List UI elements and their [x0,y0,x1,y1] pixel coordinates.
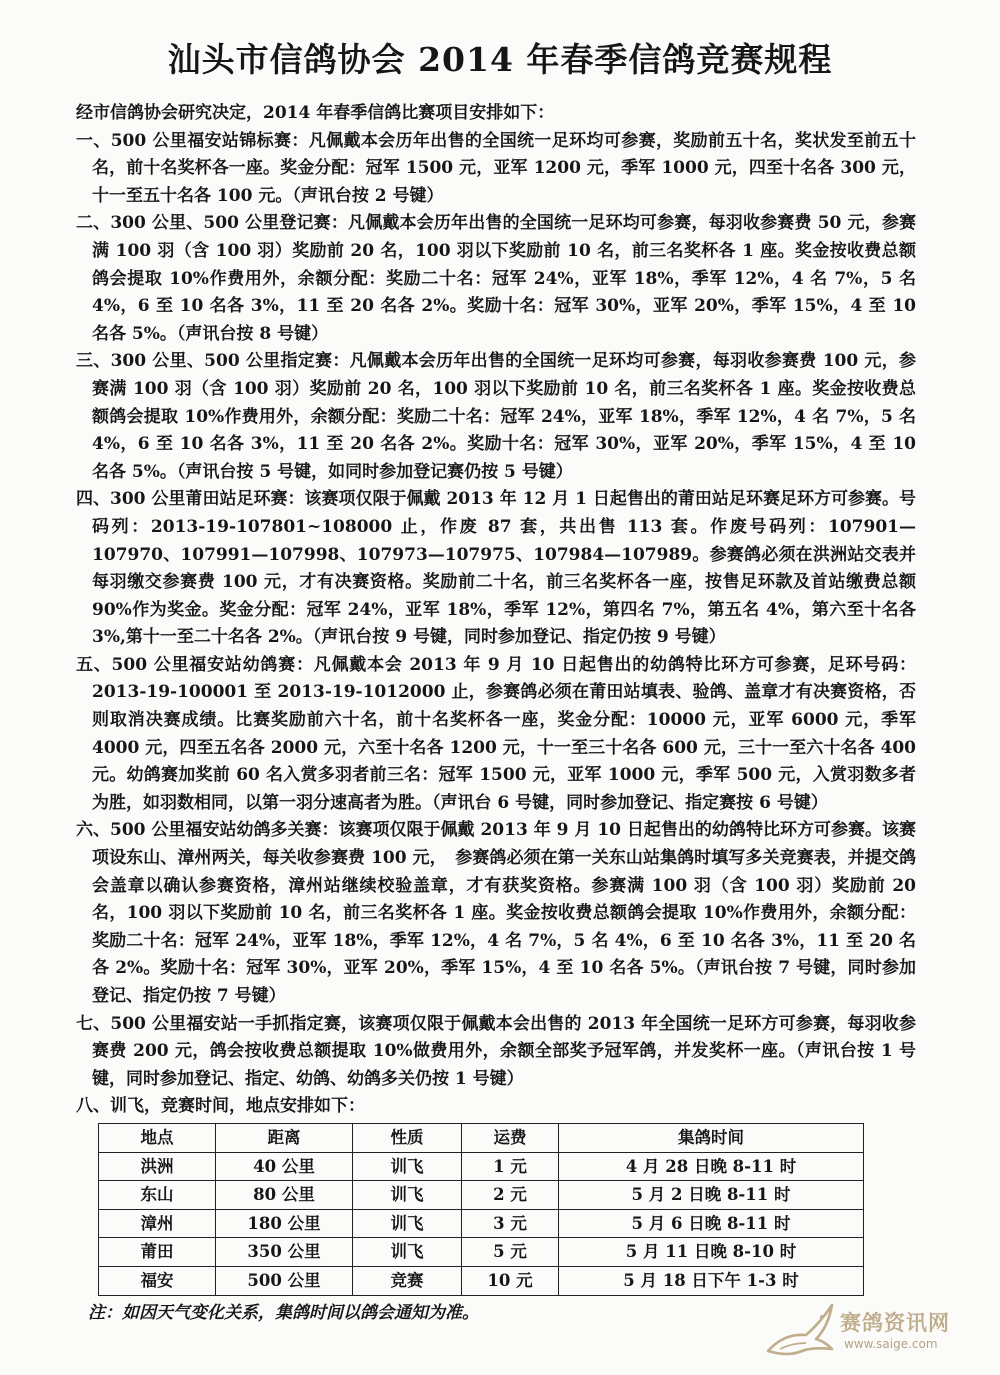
table-header-cell: 地点 [99,1123,216,1152]
table-cell: 训飞 [353,1181,462,1210]
table-cell: 80 公里 [216,1181,353,1210]
table-cell: 2 元 [462,1181,559,1210]
table-cell: 10 元 [462,1266,559,1295]
footnote: 注：如因天气变化关系，集鸽时间以鸽会通知为准。 [88,1302,479,1323]
table-cell: 洪洲 [99,1152,216,1181]
section-4: 四、300 公里莆田站足环赛：该赛项仅限于佩戴 2013 年 12 月 1 日起售出的莆田站足环赛足环方可参赛。号码列：2013-19-107801~108000 止，作废 87 套，共出售 113 套。作废号码列：107901—107970、107991—107998、107973—107975、107984—107989。参赛鸽必须在洪洲站交表并每羽缴交参赛费 100 元，才有决赛资格。奖励前二十名，前三名奖杯各一座，按售足环款及首站缴费总额 90%作为奖金。奖金分配：冠军 24%，亚军 18%，季军 12%，第四名 7%，第五名 4%，第六至十名各 3%,第十一至二十名各 2%。（声讯台按 9 号键，同时参加登记、指定仍按 9 号键） [76,489,917,648]
document-title: 汕头市信鸽协会 2014 年春季信鸽竞赛规程 [167,40,833,79]
table-cell: 福安 [99,1266,216,1295]
table-cell: 40 公里 [216,1152,353,1181]
table-header-row [99,1123,864,1152]
table-cell: 东山 [99,1181,216,1210]
table-cell: 莆田 [99,1238,216,1267]
table-header-cell: 运费 [462,1123,559,1152]
table-cell: 训飞 [353,1209,462,1238]
document-body [76,100,916,1327]
watermark-site-name: 赛鸽资讯网 [840,1311,950,1335]
section-7: 七、500 公里福安站一手抓指定赛，该赛项仅限于佩戴本会出售的 2013 年全国统一足环方可参赛，每羽收参赛费 200 元，鸽会按收费总额提取 10%做费用外，余额全部奖予冠军鸽，并发奖杯一座。（声讯台按 1 号键，同时参加登记、指定、幼鸽、幼鸽多关仍按 1 号键） [76,1013,916,1089]
table-cell: 180 公里 [216,1209,353,1238]
table-cell: 漳州 [99,1209,216,1238]
section-6: 六、500 公里福安站幼鸽多关赛：该赛项仅限于佩戴 2013 年 9 月 10 日起售出的幼鸽特比环方可参赛。该赛项设东山、漳州两关，每关收参赛费 100 元， 参赛鸽必须在第一关东山站集鸽时填写多关竞赛表，并提交鸽会盖章以确认参赛资格，漳州站继续校验盖章，才有获奖资格。参赛满 100 羽（含 100 羽）奖励前 20 名，100 羽以下奖励前 10 名，前三名奖杯各 1 座。奖金按收费总额鸽会提取 10%作费用外，余额分配：奖励二十名：冠军 24%，亚军 18%，季军 12%，4 名 7%，5 名 4%，6 至 10 名各 3%，11 至 20 名各 2%。奖励十名：冠军 30%，亚军 20%，季军 15%，4 至 10 名各 5%。（声讯台按 7 号键，同时参加登记、指定仍按 7 号键） [76,820,916,1006]
section-2: 二、300 公里、500 公里登记赛：凡佩戴本会历年出售的全国统一足环均可参赛，每羽收参赛费 50 元，参赛满 100 羽（含 100 羽）奖励前 20 名，100 羽以下奖励前 10 名，前三名奖杯各 1 座。奖金按收费总额鸽会提取 10%作费用外，余额分配：奖励二十名：冠军 24%，亚军 18%，季军 12%，4 名 7%，5 名 4%，6 至 10 名各 3%，11 至 20 名各 2%。奖励十名：冠军 30%，亚军 20%，季军 15%，4 至 10 名各 5%。（声讯台按 8 号键） [76,213,916,344]
table-row [99,1152,864,1181]
watermark-url[interactable]: www.saige.com [844,1337,938,1351]
table-row [99,1238,864,1267]
table-header-cell: 集鸽时间 [559,1123,864,1152]
table-cell: 竞赛 [353,1266,462,1295]
table-header-cell: 性质 [353,1123,462,1152]
table-cell: 5 月 2 日晚 8-11 时 [559,1181,864,1210]
section-3: 三、300 公里、500 公里指定赛：凡佩戴本会历年出售的全国统一足环均可参赛，每羽收参赛费 100 元，参赛满 100 羽（含 100 羽）奖励前 20 名，100 羽以下奖励前 10 名，前三名奖杯各 1 座。奖金按收费总额鸽会提取 10%作费用外，余额分配：奖励二十名：冠军 24%，亚军 18%，季军 12%，4 名 7%，5 名 4%，6 至 10 名各 3%，11 至 20 名各 2%。奖励十名：冠军 30%，亚军 20%，季军 15%，4 至 10 名各 5%。（声讯台按 5 号键，如同时参加登记赛仍按 5 号键） [76,351,916,482]
pigeon-logo-icon [762,1293,838,1363]
table-cell: 3 元 [462,1209,559,1238]
site-watermark[interactable] [762,1293,962,1363]
table-cell: 训飞 [353,1238,462,1267]
table-cell: 5 月 6 日晚 8-11 时 [559,1209,864,1238]
section-5: 五、500 公里福安站幼鸽赛：凡佩戴本会 2013 年 9 月 10 日起售出的幼鸽特比环方可参赛，足环号码：2013-19-100001 至 2013-19-1012000 止，参赛鸽必须在莆田站填表、验鸽、盖章才有决赛资格，否则取消决赛成绩。比赛奖励前六十名，前十名奖杯各一座，奖金分配：10000 元，亚军 6000 元，季军 4000 元，四至五名各 2000 元，六至十名各 1200 元，十一至三十名各 600 元，三十一至六十名各 400 元。幼鸽赛加奖前 60 名入赏多羽者前三名：冠军 1500 元，亚军 1000 元，季军 500 元，入赏羽数多者为胜，如羽数相同，以第一羽分速高者为胜。（声讯台 6 号键，同时参加登记、指定赛按 6 号键） [76,654,916,813]
table-cell: 350 公里 [216,1238,353,1267]
table-cell: 4 月 28 日晚 8-11 时 [559,1152,864,1181]
section-1: 一、500 公里福安站锦标赛：凡佩戴本会历年出售的全国统一足环均可参赛，奖励前五十名，奖状发至前五十名，前十名奖杯各一座。奖金分配：冠军 1500 元，亚军 1200 元，季军 1000 元，四至十名各 300 元，十一至五十名各 100 元。（声讯台按 2 号键） [76,130,916,206]
table-cell: 5 月 18 日下午 1-3 时 [559,1266,864,1295]
table-row [99,1209,864,1238]
schedule-table [98,1123,864,1296]
table-cell: 1 元 [462,1152,559,1181]
table-cell: 5 元 [462,1238,559,1267]
table-row [99,1181,864,1210]
table-cell: 训飞 [353,1152,462,1181]
schedule-heading: 八、训飞，竞赛时间，地点安排如下： [76,1096,365,1117]
table-header-cell: 距离 [216,1123,353,1152]
intro-paragraph: 经市信鸽协会研究决定，2014 年春季信鸽比赛项目安排如下： [76,103,555,123]
table-cell: 500 公里 [216,1266,353,1295]
table-cell: 5 月 11 日晚 8-10 时 [559,1238,864,1267]
table-row [99,1266,864,1295]
